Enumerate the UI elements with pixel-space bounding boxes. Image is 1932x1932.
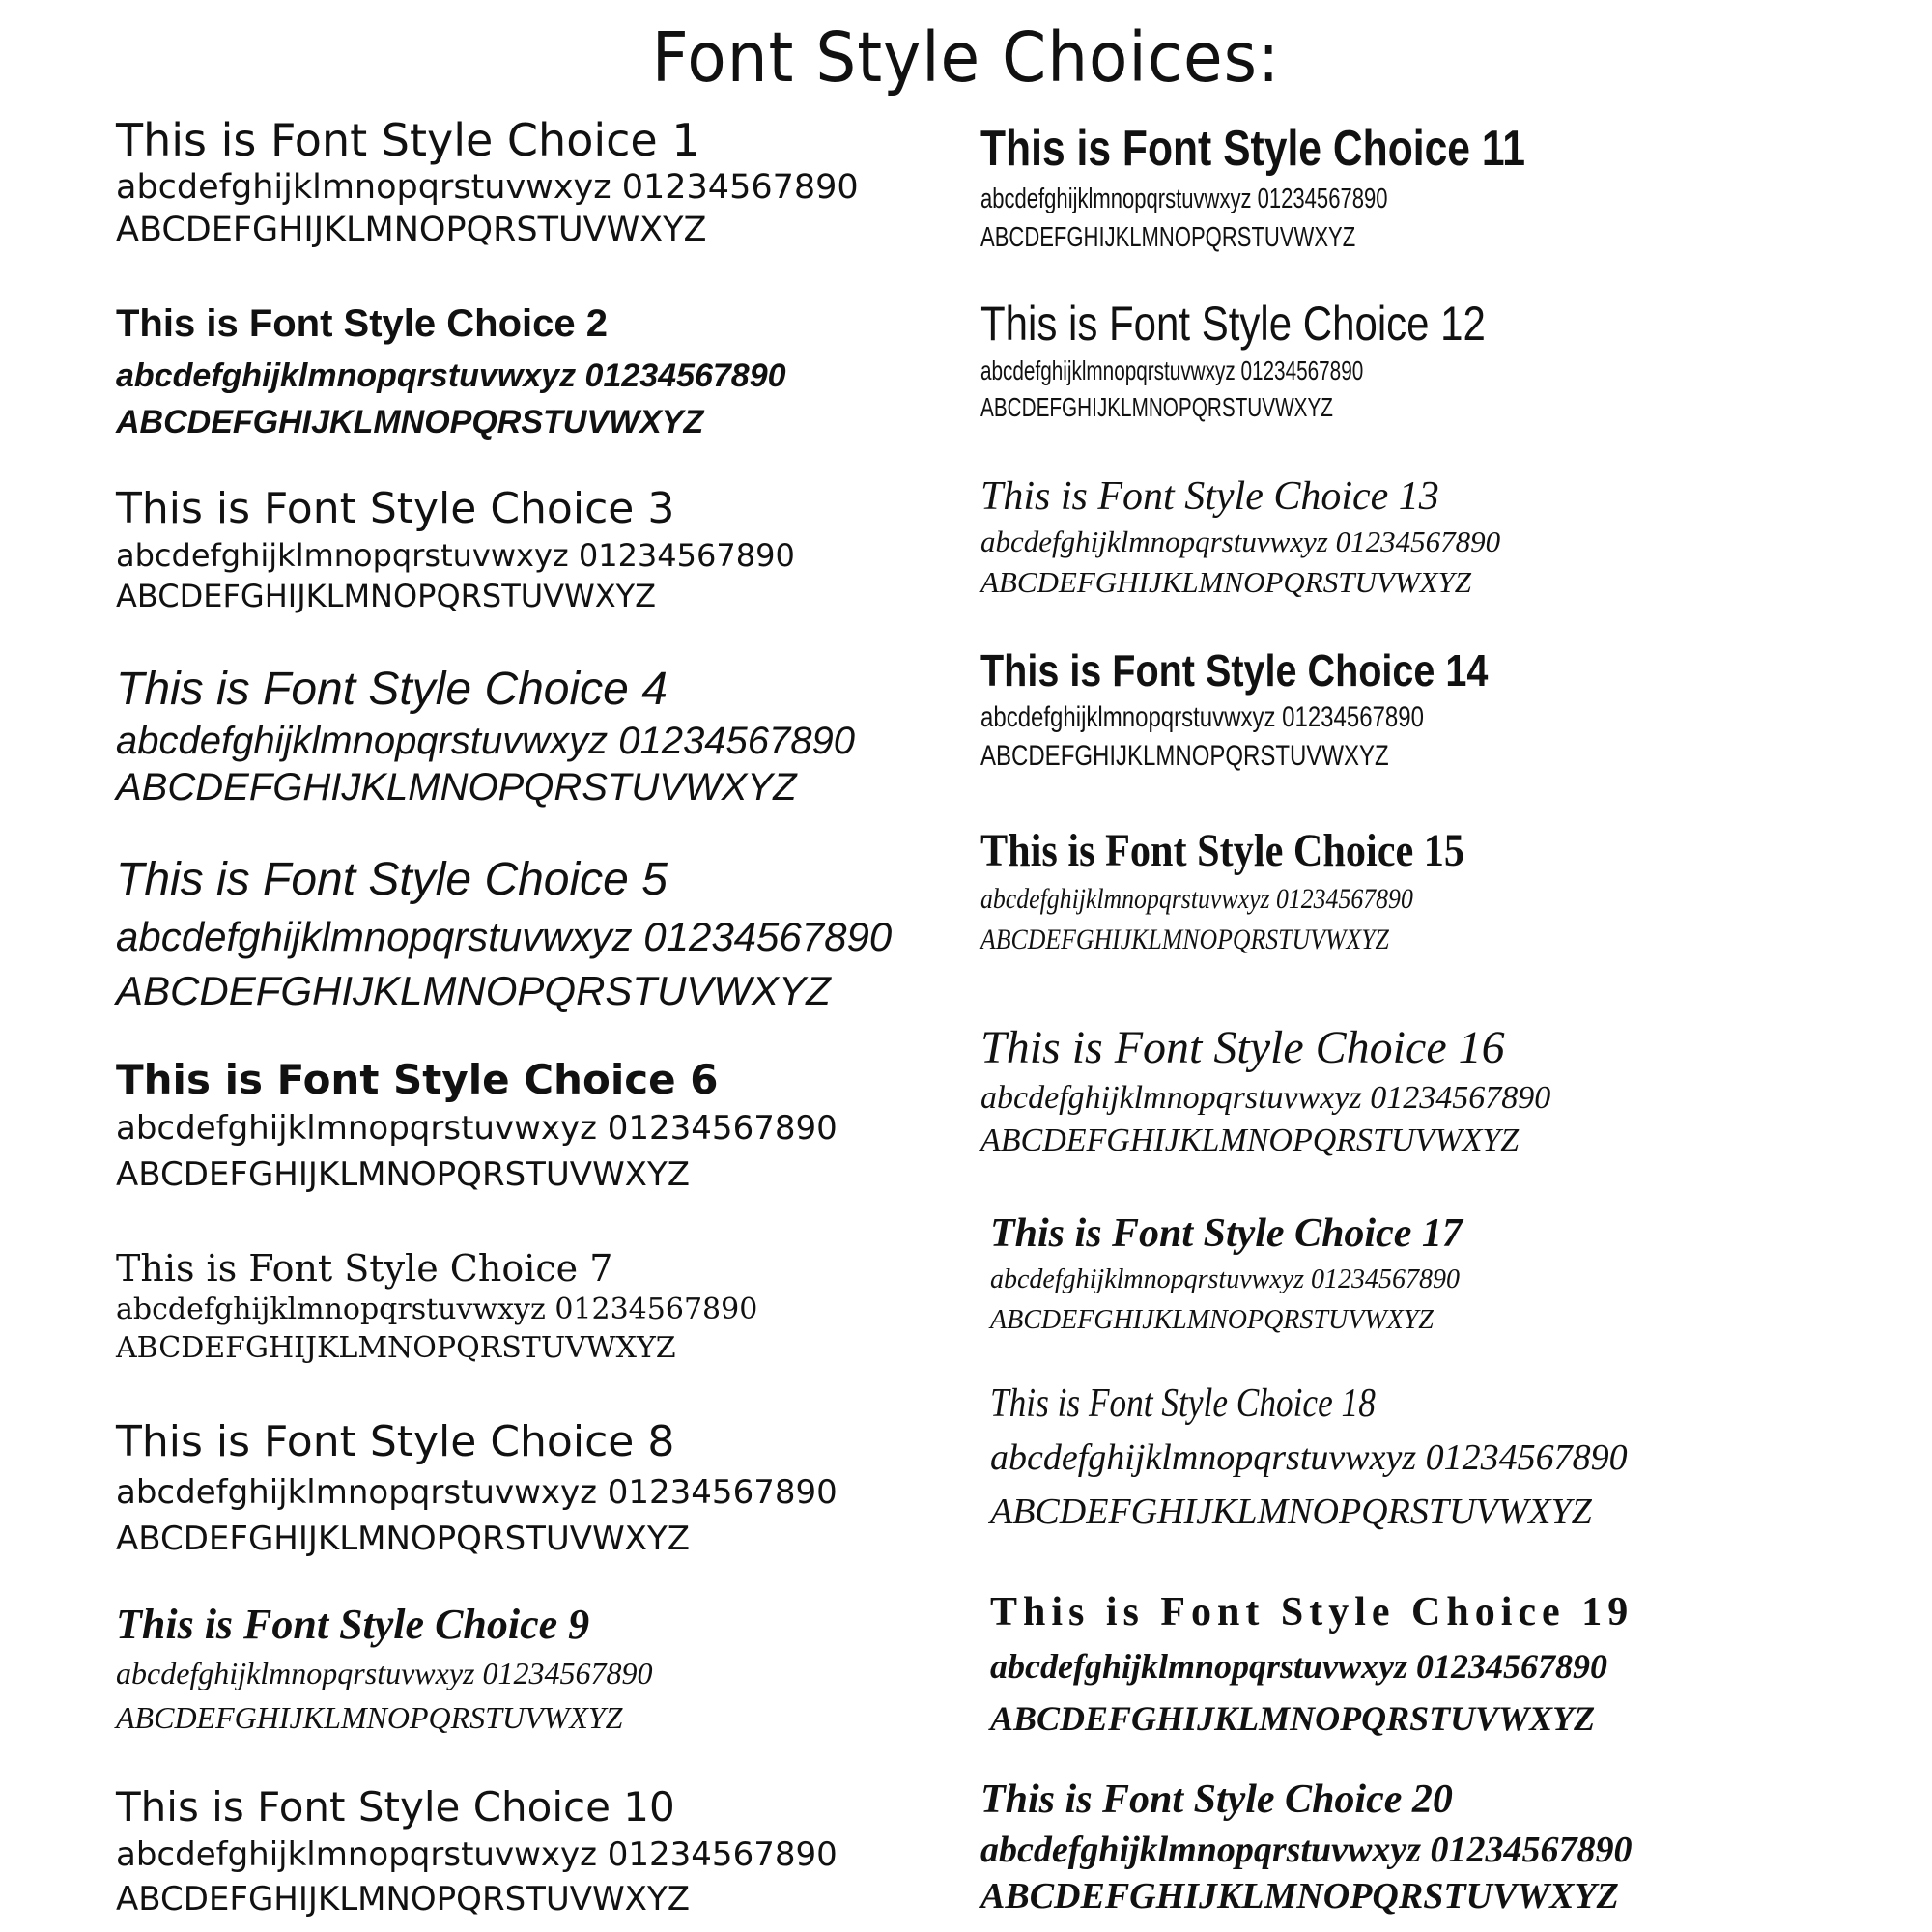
choice-uppercase-sample: ABCDEFGHIJKLMNOPQRSTUVWXYZ <box>990 1305 1434 1335</box>
choice-uppercase-sample: ABCDEFGHIJKLMNOPQRSTUVWXYZ <box>980 565 1472 599</box>
choice-uppercase-sample: ABCDEFGHIJKLMNOPQRSTUVWXYZ <box>116 1520 691 1558</box>
choice-lowercase-sample: abcdefghijklmnopqrstuvwxyz 01234567890 <box>990 1437 1628 1478</box>
choice-heading: This is Font Style Choice 13 <box>980 474 1439 519</box>
choice-heading: This is Font Style Choice 4 <box>116 664 668 715</box>
choice-lowercase-sample: abcdefghijklmnopqrstuvwxyz 01234567890 <box>980 1830 1633 1870</box>
choice-heading: This is Font Style Choice 5 <box>116 854 668 905</box>
font-choice-14 <box>980 642 1571 776</box>
choice-uppercase-sample: ABCDEFGHIJKLMNOPQRSTUVWXYZ <box>990 1699 1596 1738</box>
font-choice-11 <box>980 118 1645 257</box>
font-choice-1 <box>116 114 859 251</box>
font-choice-13 <box>980 471 1500 603</box>
font-choice-15 <box>980 823 1530 960</box>
choice-lowercase-sample: abcdefghijklmnopqrstuvwxyz 01234567890 <box>980 355 1364 385</box>
choice-uppercase-sample: ABCDEFGHIJKLMNOPQRSTUVWXYZ <box>116 766 797 809</box>
choice-lowercase-sample: abcdefghijklmnopqrstuvwxyz 01234567890 <box>116 720 855 762</box>
choice-lowercase-sample: abcdefghijklmnopqrstuvwxyz 01234567890 <box>116 537 795 574</box>
font-choice-19 <box>990 1584 1634 1745</box>
choice-heading: This is Font Style Choice 1 <box>116 114 700 166</box>
choice-heading: This is Font Style Choice 2 <box>116 302 608 345</box>
choice-uppercase-sample: ABCDEFGHIJKLMNOPQRSTUVWXYZ <box>980 392 1333 422</box>
choice-heading: This is Font Style Choice 3 <box>116 484 675 533</box>
font-choice-10 <box>116 1782 838 1921</box>
choice-lowercase-sample: abcdefghijklmnopqrstuvwxyz 01234567890 <box>116 1109 838 1148</box>
font-choice-9 <box>116 1599 652 1740</box>
choice-lowercase-sample: abcdefghijklmnopqrstuvwxyz 01234567890 <box>116 168 859 207</box>
choice-heading: This is Font Style Choice 7 <box>116 1247 613 1290</box>
choice-heading: This is Font Style Choice 16 <box>980 1022 1505 1073</box>
choice-lowercase-sample: abcdefghijklmnopqrstuvwxyz 01234567890 <box>980 701 1424 733</box>
font-choice-5 <box>116 850 892 1018</box>
choice-lowercase-sample: abcdefghijklmnopqrstuvwxyz 01234567890 <box>980 1080 1551 1116</box>
choice-heading: This is Font Style Choice 10 <box>116 1783 675 1831</box>
font-choice-17 <box>990 1208 1463 1341</box>
choice-lowercase-sample: abcdefghijklmnopqrstuvwxyz 01234567890 <box>990 1647 1608 1686</box>
font-choice-6 <box>116 1055 838 1198</box>
font-choice-16 <box>980 1019 1550 1162</box>
choice-uppercase-sample: ABCDEFGHIJKLMNOPQRSTUVWXYZ <box>980 923 1389 955</box>
choice-heading: This is Font Style Choice 11 <box>980 121 1525 177</box>
font-choice-4 <box>116 662 855 810</box>
choice-heading: This is Font Style Choice 15 <box>980 825 1465 876</box>
choice-uppercase-sample: ABCDEFGHIJKLMNOPQRSTUVWXYZ <box>116 1880 691 1918</box>
choice-uppercase-sample: ABCDEFGHIJKLMNOPQRSTUVWXYZ <box>116 1700 623 1735</box>
choice-heading: This is Font Style Choice 18 <box>990 1381 1376 1426</box>
choice-uppercase-sample: ABCDEFGHIJKLMNOPQRSTUVWXYZ <box>116 578 657 614</box>
choice-heading: This is Font Style Choice 9 <box>116 1601 590 1648</box>
choice-uppercase-sample: ABCDEFGHIJKLMNOPQRSTUVWXYZ <box>116 968 831 1013</box>
choice-lowercase-sample: abcdefghijklmnopqrstuvwxyz 01234567890 <box>116 1656 653 1690</box>
font-choice-20 <box>980 1773 1633 1919</box>
choice-lowercase-sample: abcdefghijklmnopqrstuvwxyz 01234567890 <box>980 883 1413 915</box>
choice-lowercase-sample: abcdefghijklmnopqrstuvwxyz 01234567890 <box>990 1264 1461 1294</box>
choice-uppercase-sample: ABCDEFGHIJKLMNOPQRSTUVWXYZ <box>990 1492 1592 1532</box>
choice-uppercase-sample: ABCDEFGHIJKLMNOPQRSTUVWXYZ <box>116 404 704 440</box>
choice-lowercase-sample: abcdefghijklmnopqrstuvwxyz 01234567890 <box>980 525 1501 558</box>
choice-heading: This is Font Style Choice 8 <box>116 1417 675 1466</box>
choice-heading: This is Font Style Choice 17 <box>990 1211 1463 1256</box>
choice-heading: This is Font Style Choice 19 <box>990 1590 1634 1634</box>
page-title: Font Style Choices: <box>651 16 1281 99</box>
choice-uppercase-sample: ABCDEFGHIJKLMNOPQRSTUVWXYZ <box>116 1155 691 1194</box>
font-choice-3 <box>116 483 795 616</box>
font-choice-12 <box>980 295 1582 426</box>
choice-uppercase-sample: ABCDEFGHIJKLMNOPQRSTUVWXYZ <box>116 1331 676 1365</box>
choice-heading: This is Font Style Choice 14 <box>980 645 1489 696</box>
choice-uppercase-sample: ABCDEFGHIJKLMNOPQRSTUVWXYZ <box>980 1122 1520 1158</box>
choice-lowercase-sample: abcdefghijklmnopqrstuvwxyz 01234567890 <box>116 357 786 394</box>
choice-heading: This is Font Style Choice 12 <box>980 297 1486 351</box>
font-choice-8 <box>116 1415 838 1562</box>
font-choice-2 <box>116 295 786 445</box>
choice-heading: This is Font Style Choice 20 <box>980 1777 1453 1822</box>
choice-lowercase-sample: abcdefghijklmnopqrstuvwxyz 01234567890 <box>116 914 893 959</box>
choice-uppercase-sample: ABCDEFGHIJKLMNOPQRSTUVWXYZ <box>980 740 1389 772</box>
choice-lowercase-sample: abcdefghijklmnopqrstuvwxyz 01234567890 <box>980 184 1388 214</box>
choice-uppercase-sample: ABCDEFGHIJKLMNOPQRSTUVWXYZ <box>116 211 707 249</box>
font-choice-7 <box>116 1246 757 1368</box>
choice-uppercase-sample: ABCDEFGHIJKLMNOPQRSTUVWXYZ <box>980 222 1356 253</box>
choice-heading: This is Font Style Choice 6 <box>116 1056 719 1103</box>
choice-lowercase-sample: abcdefghijklmnopqrstuvwxyz 01234567890 <box>116 1835 838 1874</box>
choice-lowercase-sample: abcdefghijklmnopqrstuvwxyz 01234567890 <box>116 1293 758 1326</box>
font-choice-18 <box>990 1377 1628 1539</box>
choice-uppercase-sample: ABCDEFGHIJKLMNOPQRSTUVWXYZ <box>980 1876 1619 1917</box>
choice-lowercase-sample: abcdefghijklmnopqrstuvwxyz 01234567890 <box>116 1473 838 1512</box>
